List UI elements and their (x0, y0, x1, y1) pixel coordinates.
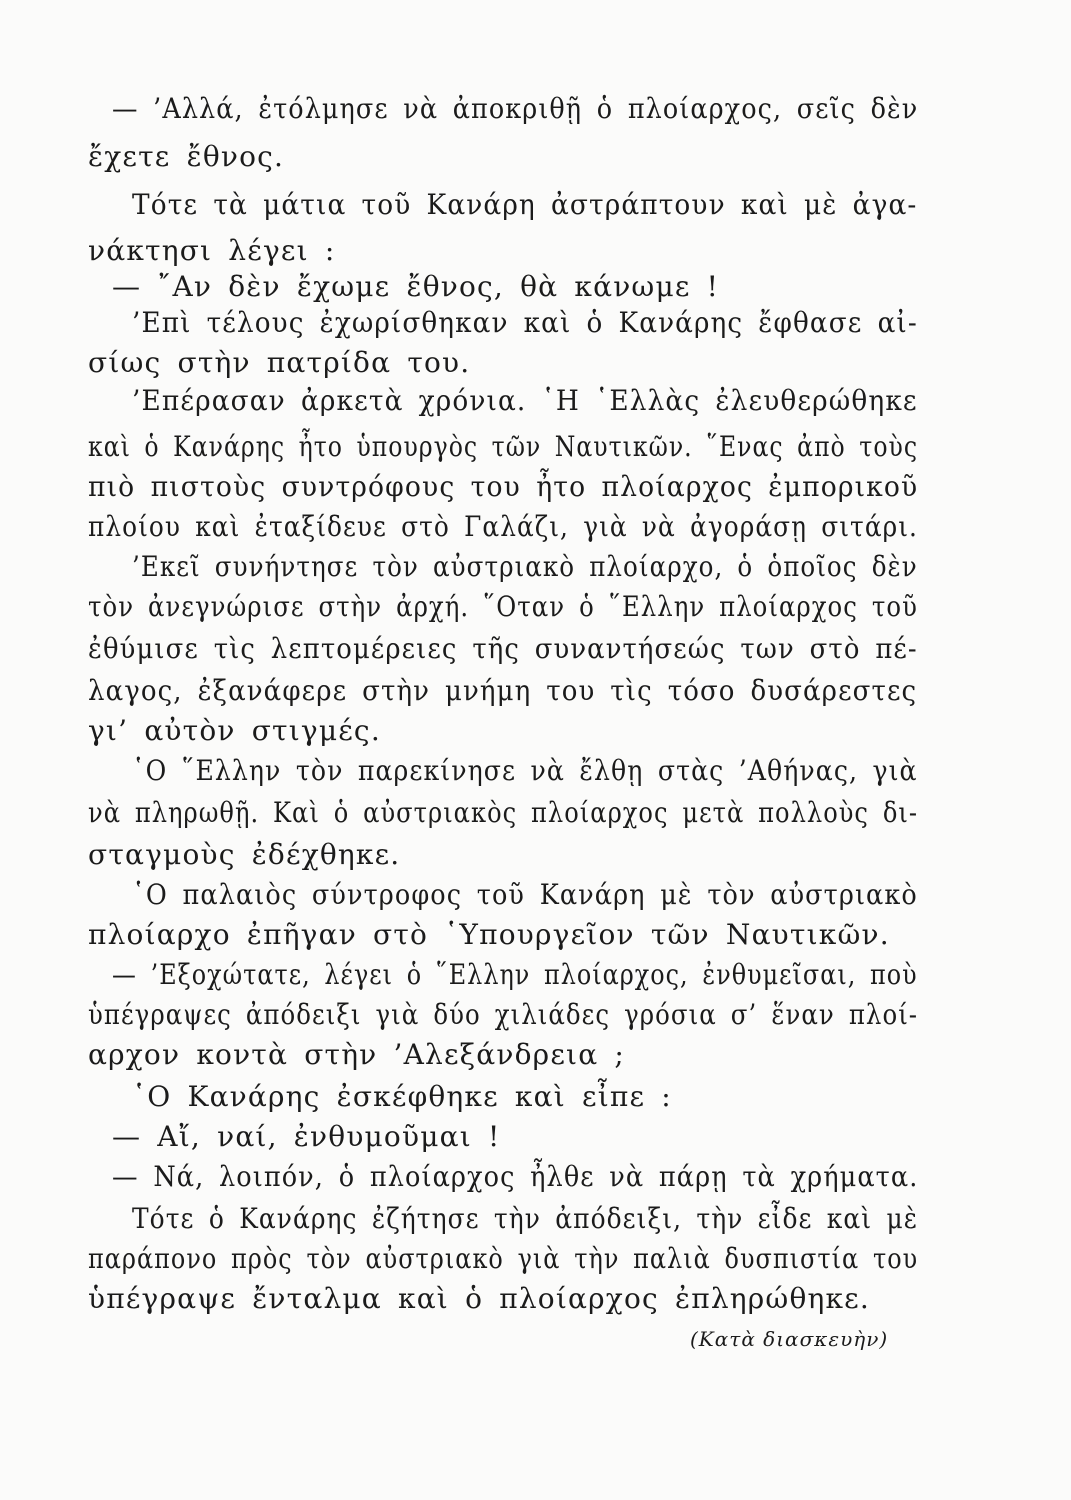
text-line: ῾Ο Κανάρης ἐσκέφθηκε καὶ εἶπε : (132, 1080, 672, 1113)
text-line: Τότε τὰ μάτια τοῦ Κανάρη ἀστράπτουν καὶ μὲ ἀγα- (132, 188, 918, 221)
text-line: σταγμοὺς ἐδέχθηκε. (88, 838, 401, 871)
text-line: Τότε ὁ Κανάρης ἐζήτησε τὴν ἀπόδειξι, τὴν εἶδε καὶ μὲ (132, 1202, 919, 1235)
text-line: παράπονο πρὸς τὸν αὐστριακὸ γιὰ τὴν παλιὰ δυσπιστία του (88, 1242, 919, 1275)
text-line: πιὸ πιστοὺς συντρόφους του ἦτο πλοίαρχος ἐμπορικοῦ (88, 470, 919, 503)
text-line: ἔχετε ἔθνος. (88, 140, 285, 173)
text-line: τὸν ἀνεγνώρισε στὴν ἀρχή. ῞Οταν ὁ ῞Ελλην πλοίαρχος τοῦ (88, 590, 918, 623)
text-line: πλοίαρχο ἐπῆγαν στὸ ῾Υπουργεῖον τῶν Ναυτικῶν. (88, 918, 890, 951)
text-line: νάκτησι λέγει : (88, 234, 336, 267)
text-line: καὶ ὁ Κανάρης ἦτο ὑπουργὸς τῶν Ναυτικῶν. ῞Ενας ἀπὸ τοὺς (88, 430, 919, 463)
text-line: ’Εκεῖ συνήντησε τὸν αὐστριακὸ πλοίαρχο, ὁ ὁποῖος δὲν (132, 550, 918, 583)
text-line: ῾Ο παλαιὸς σύντροφος τοῦ Κανάρη μὲ τὸν αὐστριακὸ (132, 878, 918, 911)
text-line: — Νά, λοιπόν, ὁ πλοίαρχος ἦλθε νὰ πάρῃ τὰ χρήματα. (112, 1160, 919, 1193)
text-line: ῾Ο ῞Ελλην τὸν παρεκίνησε νὰ ἔλθῃ στὰς ’Αθήνας, γιὰ (132, 754, 918, 787)
text-line: γι’ αὐτὸν στιγμές. (88, 714, 381, 747)
text-line: νὰ πληρωθῇ. Καὶ ὁ αὐστριακὸς πλοίαρχος μετὰ πολλοὺς δι- (88, 796, 919, 829)
text-line: σίως στὴν πατρίδα του. (88, 346, 471, 379)
text-line: πλοίου καὶ ἐταξίδευε στὸ Γαλάζι, γιὰ νὰ ἀγοράσῃ σιτάρι. (88, 510, 918, 543)
source-note: (Κατὰ διασκευὴν) (690, 1327, 889, 1351)
text-line: ἐθύμισε τὶς λεπτομέρειες τῆς συναντήσεώς των στὸ πέ- (88, 632, 918, 665)
text-line: ὑπέγραψες ἀπόδειξι γιὰ δύο χιλιάδες γρόσια σ’ ἕναν πλοί- (88, 998, 919, 1031)
text-line: — ’Εξοχώτατε, λέγει ὁ ῞Ελλην πλοίαρχος, ἐνθυμεῖσαι, ποὺ (112, 958, 918, 991)
text-line: αρχον κοντὰ στὴν ’Αλεξάνδρεια ; (88, 1038, 626, 1071)
text-line: — ῎Αν δὲν ἔχωμε ἔθνος, θὰ κάνωμε ! (112, 270, 720, 303)
text-line: ’Επὶ τέλους ἐχωρίσθηκαν καὶ ὁ Κανάρης ἔφθασε αἰ- (132, 306, 918, 339)
text-line: ’Επέρασαν ἀρκετὰ χρόνια. ῾Η ῾Ελλὰς ἐλευθερώθηκε (132, 384, 918, 417)
text-line: λαγος, ἐξανάφερε στὴν μνήμη του τὶς τόσο δυσάρεστες (88, 674, 918, 707)
text-line: ὑπέγραψε ἔνταλμα καὶ ὁ πλοίαρχος ἐπληρώθηκε. (88, 1282, 870, 1315)
text-line: — Αἴ, ναί, ἐνθυμοῦμαι ! (112, 1120, 501, 1153)
text-line: — ’Αλλά, ἐτόλμησε νὰ ἀποκριθῇ ὁ πλοίαρχος, σεῖς δὲν (112, 92, 919, 125)
